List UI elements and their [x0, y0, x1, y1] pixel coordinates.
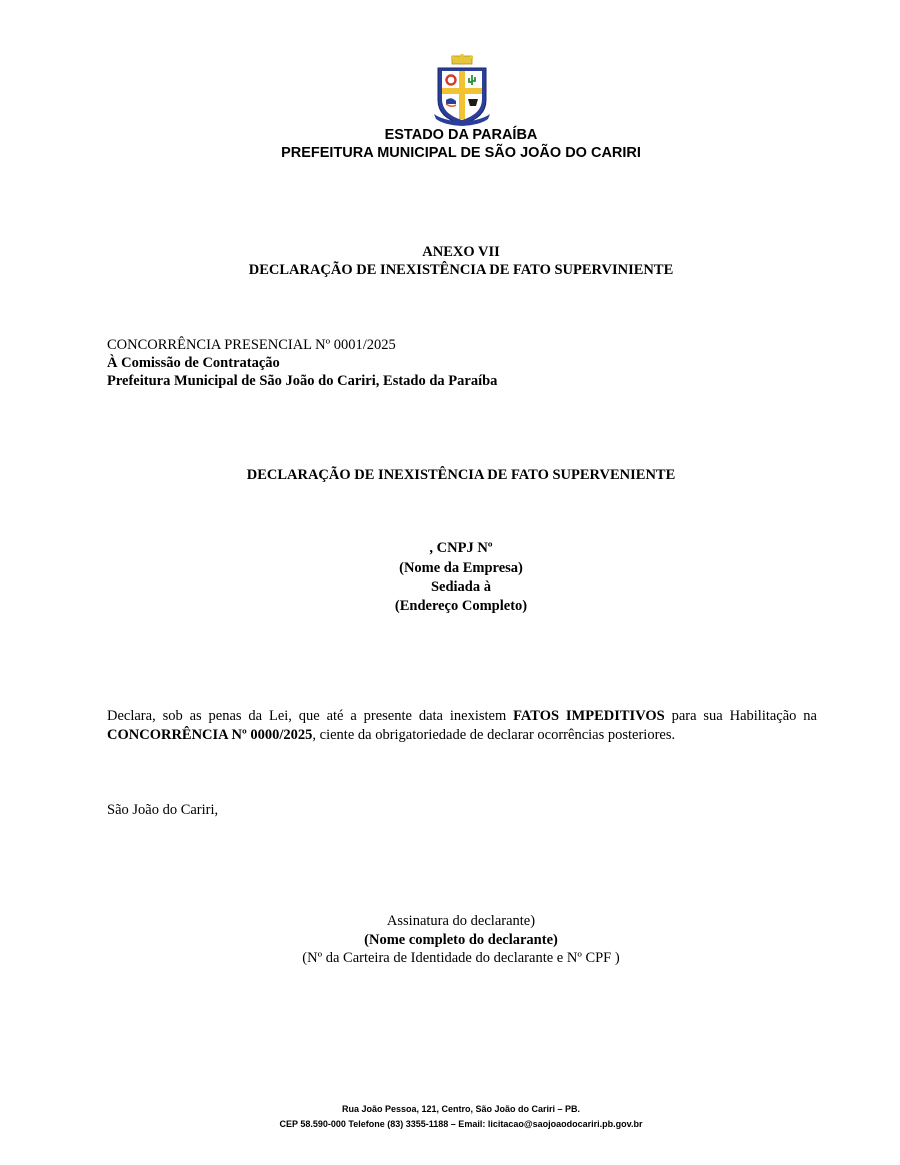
- company-cnpj: , CNPJ Nº: [429, 540, 493, 556]
- paragraph-bold-facts: FATOS IMPEDITIVOS: [513, 708, 665, 724]
- paragraph-bold-procurement: CONCORRÊNCIA Nº 0000/2025: [107, 727, 313, 743]
- signer-name: (Nome completo do declarante): [364, 932, 558, 948]
- company-seat: Sediada à: [430, 579, 492, 595]
- annex-title: DECLARAÇÃO DE INEXISTÊNCIA DE FATO SUPERVINIENTE: [248, 262, 674, 278]
- paragraph-text: para sua Habilitação na: [664, 708, 817, 724]
- signer-documents: (Nº da Carteira de Identidade do declarante e Nº CPF ): [302, 950, 620, 966]
- declaration-title: DECLARAÇÃO DE INEXISTÊNCIA DE FATO SUPERVENIENTE: [246, 467, 676, 483]
- addressee-commission: À Comissão de Contratação: [107, 355, 280, 371]
- paragraph-text: , ciente da obrigatoriedade de declarar ocorrências posteriores.: [312, 727, 676, 743]
- annex-number: ANEXO VII: [422, 244, 500, 260]
- declaration-paragraph: [107, 707, 817, 745]
- place-line: São João do Cariri,: [107, 802, 219, 818]
- addressee-entity: Prefeitura Municipal de São João do Cariri, Estado da Paraíba: [107, 373, 498, 389]
- footer-address: Rua João Pessoa, 121, Centro, São João do Cariri – PB.: [341, 1104, 581, 1114]
- signature-line: Assinatura do declarante): [386, 913, 536, 929]
- company-address: (Endereço Completo): [394, 598, 528, 614]
- procurement-reference: CONCORRÊNCIA PRESENCIAL Nº 0001/2025: [107, 337, 396, 353]
- paragraph-text: Declara, sob as penas da Lei, que até a presente data inexistem: [107, 708, 514, 724]
- header-state: ESTADO DA PARAÍBA: [384, 127, 538, 143]
- footer-contact: CEP 58.590-000 Telefone (83) 3355-1188 – Email: licitacao@saojoaodocariri.pb.gov.br: [279, 1119, 643, 1129]
- header-municipality: PREFEITURA MUNICIPAL DE SÃO JOÃO DO CARIRI: [281, 145, 641, 161]
- municipal-coat-of-arms-icon: [432, 54, 492, 126]
- company-name: (Nome da Empresa): [399, 560, 523, 576]
